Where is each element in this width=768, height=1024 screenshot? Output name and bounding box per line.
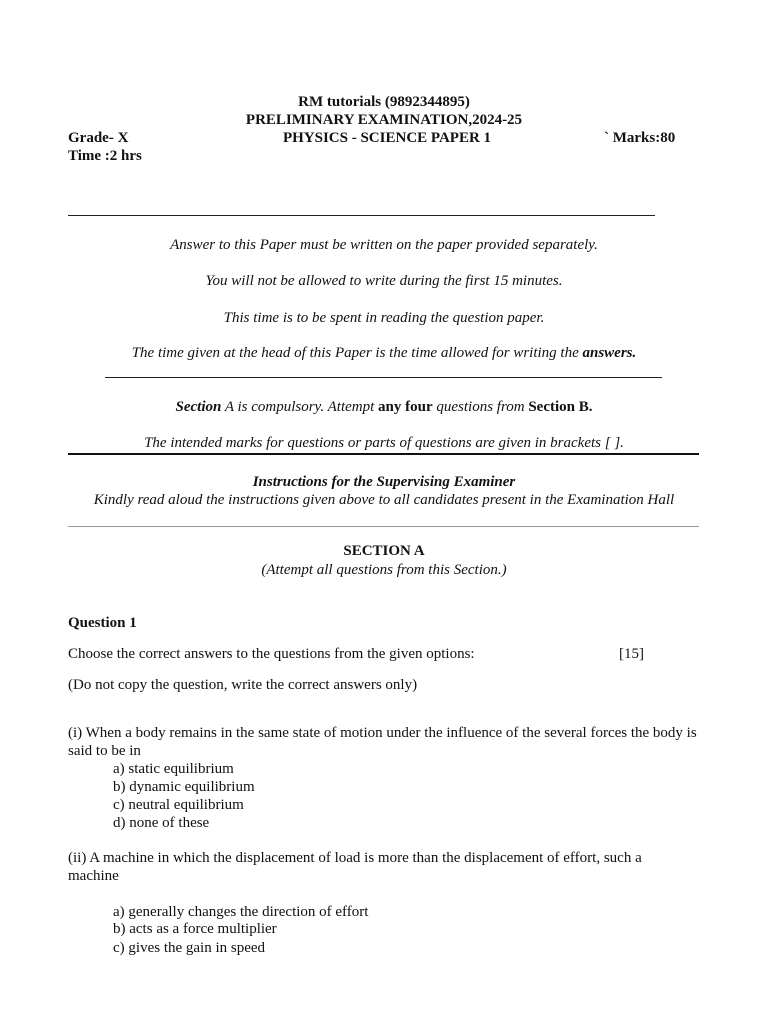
supervising-text: Kindly read aloud the instructions given above to all candidates present in the Examination Hall	[93, 492, 675, 508]
question-heading: Question 1	[68, 615, 137, 631]
instruction-bold: any four	[378, 399, 433, 415]
section-subtitle: (Attempt all questions from this Section.)	[261, 562, 507, 578]
instruction-line	[0, 399, 768, 416]
instruction-text: A is compulsory. Attempt	[221, 399, 379, 415]
instruction-line: The intended marks for questions or parts of questions are given in brackets [ ].	[144, 435, 624, 451]
instruction-bold: answers.	[582, 345, 637, 361]
marks-label: ` Marks:80	[604, 130, 676, 146]
section-b-word: Section B.	[528, 399, 593, 415]
question-marks: [15]	[619, 646, 644, 662]
option: b) acts as a force multiplier	[113, 921, 277, 937]
subject-title: PHYSICS - SCIENCE PAPER 1	[282, 130, 492, 146]
instruction-line: This time is to be spent in reading the question paper.	[223, 310, 545, 326]
sub-question-text: (ii) A machine in which the displacement of load is more than the displacement of effort, such a	[68, 850, 642, 866]
option: b) dynamic equilibrium	[113, 779, 255, 795]
sub-question-text: said to be in	[68, 743, 141, 759]
instruction-text: The time given at the head of this Paper is the time allowed for writing the	[131, 345, 583, 361]
divider	[68, 215, 655, 216]
sub-question-text: machine	[68, 868, 119, 884]
option: c) neutral equilibrium	[113, 797, 244, 813]
sub-question-text: (i) When a body remains in the same state of motion under the influence of the several forces the body is	[68, 725, 697, 741]
option: a) generally changes the direction of effort	[113, 904, 369, 920]
option: d) none of these	[113, 815, 210, 831]
question-prompt: Choose the correct answers to the questions from the given options:	[68, 646, 475, 662]
supervising-title: Instructions for the Supervising Examiner	[252, 474, 516, 490]
instruction-text: questions from	[432, 399, 529, 415]
divider	[68, 453, 699, 455]
section-word: Section	[175, 399, 222, 415]
divider	[68, 526, 699, 527]
option: c) gives the gain in speed	[113, 940, 266, 956]
instruction-line	[0, 345, 768, 362]
question-note: (Do not copy the question, write the correct answers only)	[68, 677, 418, 693]
divider	[105, 377, 662, 378]
option: a) static equilibrium	[113, 761, 234, 777]
instruction-line: You will not be allowed to write during the first 15 minutes.	[205, 273, 563, 289]
exam-title: PRELIMINARY EXAMINATION,2024-25	[245, 112, 523, 128]
instruction-line: Answer to this Paper must be written on the paper provided separately.	[170, 237, 598, 253]
grade-label: Grade- X	[68, 130, 129, 146]
institute-title: RM tutorials (9892344895)	[298, 94, 470, 110]
section-title: SECTION A	[343, 543, 425, 559]
time-label: Time :2 hrs	[68, 148, 142, 164]
